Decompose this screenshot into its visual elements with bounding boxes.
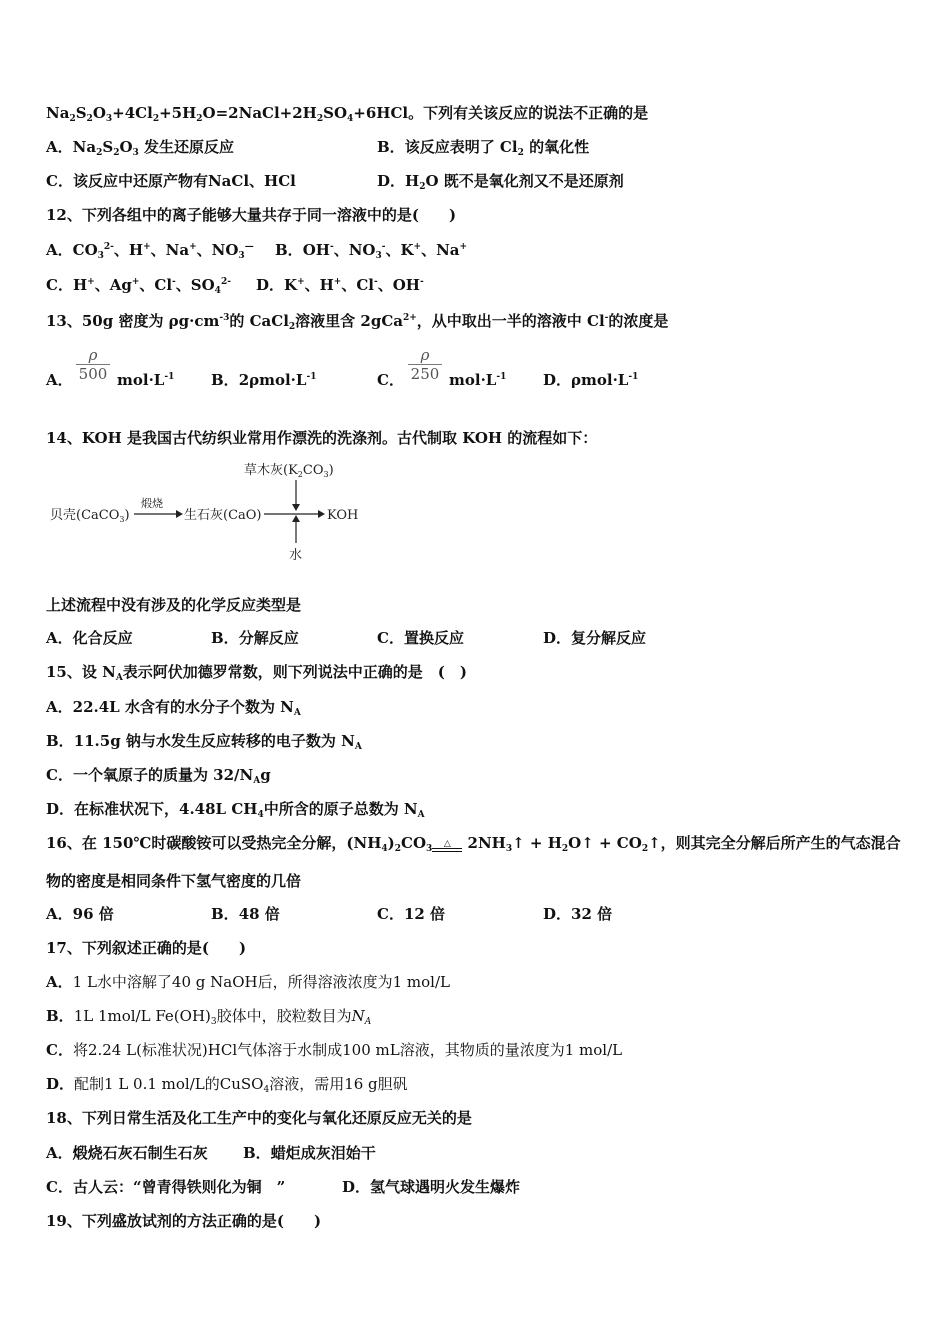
q13-option-d[interactable]: D．$\rho mol\cdot L^{-1}$ — [543, 371, 639, 389]
q17-option-b[interactable]: B．1L 1mol/L $Fe(OH)_3$胶体中，胶粒数目为$N_A$ — [46, 1007, 372, 1027]
q13-a-unit: $mol\cdot L^{-1}$ — [117, 371, 175, 389]
q14-option-c[interactable]: C．置换反应 — [377, 629, 464, 647]
q17-option-a[interactable]: A．1 L水中溶解了40 g NaOH后，所得溶液浓度为1 mol/L — [46, 973, 450, 991]
q11-stem: 下列有关该反应的说法不正确的是 — [423, 104, 649, 122]
q16-stem-line1: 16、在 150℃时碳酸铵可以受热完全分解，$(NH_4)_2CO_3$ △ $2NH_3↑$ + $H_2O↑$ + $CO_2↑$，则其完全分解后所产生的气态混合 — [46, 834, 901, 854]
q13-option-b[interactable]: B．$2\rho mol\cdot L^{-1}$ — [211, 371, 317, 389]
lime-to-koh-arrowhead — [318, 510, 325, 518]
q16-option-d[interactable]: D．32 倍 — [543, 905, 613, 923]
q19-stem: 19、下列盛放试剂的方法正确的是( ) — [46, 1212, 322, 1230]
shell-label: 贝壳(CaCO$_3$) — [50, 508, 130, 524]
q13-a-fraction: ρ 500 — [76, 347, 110, 382]
q15-stem: 15、设 $N_A$表示阿伏加德罗常数，则下列说法中正确的是 ( ) — [46, 663, 467, 683]
heat-equals-sign: △ — [432, 840, 462, 852]
q14-flow-diagram — [46, 458, 376, 570]
q13-option-a[interactable]: A． — [46, 371, 73, 389]
q18-option-b[interactable]: B．蜡炬成灰泪始干 — [243, 1144, 376, 1162]
q17-stem: 17、下列叙述正确的是( ) — [46, 939, 247, 957]
q14-option-d[interactable]: D．复分解反应 — [543, 629, 647, 647]
q11-equation-line: $Na_2S_2O_3+4Cl_2+5H_2O=2NaCl+2H_2SO_4+6HCl$。下列有关该反应的说法不正确的是 — [46, 104, 649, 124]
q13-option-c[interactable]: C． — [377, 371, 404, 389]
q14-stem: 14、KOH 是我国古代纺织业常用作漂洗的洗涤剂。古代制取 KOH 的流程如下： — [46, 429, 598, 447]
q17-option-c[interactable]: C．将2.24 L(标准状况)HCl气体溶于水制成100 mL溶液，其物质的量浓度为1 mol/L — [46, 1041, 623, 1059]
q12-option-d[interactable]: D．K+、H+、Cl-、OH- — [256, 276, 424, 294]
q11-option-b[interactable]: B．该反应表明了 $Cl_2$ 的氧化性 — [377, 138, 590, 158]
q15-option-c[interactable]: C．一个氧原子的质量为 $32/N_Ag$ — [46, 766, 271, 786]
q15-option-a[interactable]: A．22.4L 水含有的水分子个数为 $N_A$ — [46, 698, 301, 718]
water-label: 水 — [289, 548, 303, 563]
q16-option-c[interactable]: C．12 倍 — [377, 905, 446, 923]
q13-c-unit: $mol\cdot L^{-1}$ — [449, 371, 507, 389]
q16-option-a[interactable]: A．96 倍 — [46, 905, 114, 923]
calcine-label: 煅烧 — [141, 497, 163, 510]
q14-question: 上述流程中没有涉及的化学反应类型是 — [46, 596, 302, 614]
q12-option-a[interactable]: A．$CO_3^{2-}$、H+、Na+、$NO_3^—$ — [46, 241, 254, 261]
q12-stem: 12、下列各组中的离子能够大量共存于同一溶液中的是( ) — [46, 206, 457, 224]
q15-option-b[interactable]: B．11.5g 钠与水发生反应转移的电子数为 $N_A$ — [46, 732, 362, 752]
q13-stem: 13、50g 密度为 $\rho g\cdot cm^{-3}$的 CaCl$_2$溶液里含 2gCa$^{2+}$，从中取出一半的溶液中 Cl-的浓度是 — [46, 312, 669, 332]
q15-option-d[interactable]: D．在标准状况下，4.48L $CH_4$中所含的原子总数为 $N_A$ — [46, 800, 425, 820]
q16-stem-line2: 物的密度是相同条件下氢气密度的几倍 — [46, 872, 302, 890]
q14-option-b[interactable]: B．分解反应 — [211, 629, 299, 647]
ash-down-arrowhead — [292, 504, 300, 511]
q12-option-b[interactable]: B．OH-、$NO_3^-$、K+、Na+ — [275, 241, 468, 261]
koh-label: KOH — [327, 508, 359, 523]
q11-option-a[interactable]: A．$Na_2S_2O_3$ 发生还原反应 — [46, 138, 235, 158]
q11-option-d[interactable]: D．$H_2O$ 既不是氧化剂又不是还原剂 — [377, 172, 624, 192]
q17-option-d[interactable]: D．配制1 L 0.1 mol/L的CuSO$_4$溶液，需用16 g胆矾 — [46, 1075, 408, 1095]
q18-option-d[interactable]: D．氢气球遇明火发生爆炸 — [342, 1178, 521, 1196]
lime-label: 生石灰(CaO) — [184, 508, 262, 523]
q11-option-c[interactable]: C．该反应中还原产物有NaCl、HCl — [46, 172, 296, 190]
q14-option-a[interactable]: A．化合反应 — [46, 629, 133, 647]
calcine-arrowhead — [176, 510, 183, 518]
water-up-arrowhead — [292, 515, 300, 522]
q13-c-fraction: ρ 250 — [408, 347, 442, 382]
q18-option-a[interactable]: A．煅烧石灰石制生石灰 — [46, 1144, 208, 1162]
q12-option-c[interactable]: C．H+、Ag+、Cl-、$SO_4^{2-}$ — [46, 276, 231, 296]
q16-option-b[interactable]: B．48 倍 — [211, 905, 280, 923]
q18-stem: 18、下列日常生活及化工生产中的变化与氧化还原反应无关的是 — [46, 1109, 472, 1127]
ash-label: 草木灰$(K_2CO_3)$ — [244, 463, 334, 479]
q18-option-c[interactable]: C．古人云：“曾青得铁则化为铜 ” — [46, 1178, 286, 1196]
